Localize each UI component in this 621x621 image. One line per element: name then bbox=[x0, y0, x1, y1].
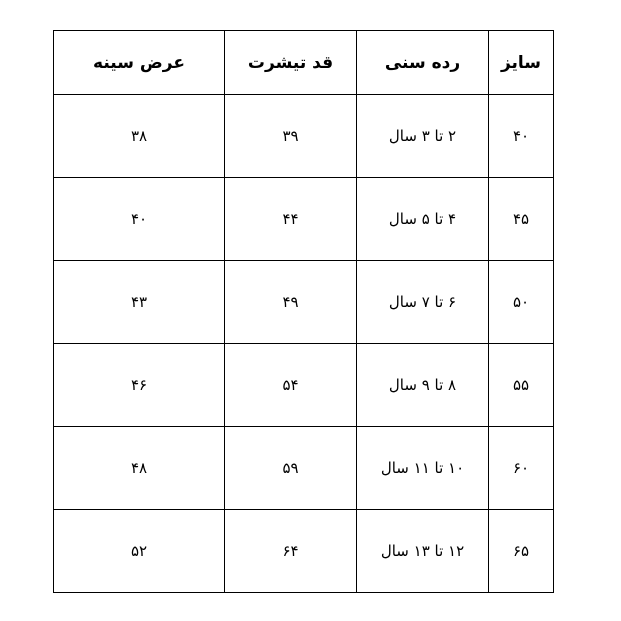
cell-chest-width: ۴۰ bbox=[54, 178, 225, 261]
cell-chest-width: ۴۸ bbox=[54, 427, 225, 510]
table-row bbox=[54, 510, 554, 593]
cell-tshirt-length: ۴۹ bbox=[225, 261, 357, 344]
cell-size: ۵۵ bbox=[489, 344, 554, 427]
table-row bbox=[54, 344, 554, 427]
cell-size: ۶۵ bbox=[489, 510, 554, 593]
cell-chest-width: ۴۳ bbox=[54, 261, 225, 344]
header-size: سایز bbox=[489, 31, 554, 95]
cell-chest-width: ۴۶ bbox=[54, 344, 225, 427]
header-age-range: رده سنی bbox=[357, 31, 489, 95]
cell-chest-width: ۳۸ bbox=[54, 95, 225, 178]
table-row bbox=[54, 427, 554, 510]
header-chest-width: عرض سینه bbox=[54, 31, 225, 95]
cell-tshirt-length: ۳۹ bbox=[225, 95, 357, 178]
header-tshirt-length: قد تیشرت bbox=[225, 31, 357, 95]
cell-size: ۴۰ bbox=[489, 95, 554, 178]
cell-chest-width: ۵۲ bbox=[54, 510, 225, 593]
cell-tshirt-length: ۵۹ bbox=[225, 427, 357, 510]
cell-age-range: ۱۰ تا ۱۱ سال bbox=[357, 427, 489, 510]
header-row bbox=[54, 31, 554, 95]
table-row bbox=[54, 178, 554, 261]
cell-tshirt-length: ۵۴ bbox=[225, 344, 357, 427]
table-row bbox=[54, 261, 554, 344]
cell-size: ۴۵ bbox=[489, 178, 554, 261]
size-chart-table bbox=[53, 30, 554, 593]
cell-tshirt-length: ۴۴ bbox=[225, 178, 357, 261]
cell-size: ۵۰ bbox=[489, 261, 554, 344]
cell-age-range: ۸ تا ۹ سال bbox=[357, 344, 489, 427]
table-row bbox=[54, 95, 554, 178]
cell-size: ۶۰ bbox=[489, 427, 554, 510]
cell-age-range: ۱۲ تا ۱۳ سال bbox=[357, 510, 489, 593]
cell-tshirt-length: ۶۴ bbox=[225, 510, 357, 593]
cell-age-range: ۴ تا ۵ سال bbox=[357, 178, 489, 261]
cell-age-range: ۶ تا ۷ سال bbox=[357, 261, 489, 344]
cell-age-range: ۲ تا ۳ سال bbox=[357, 95, 489, 178]
